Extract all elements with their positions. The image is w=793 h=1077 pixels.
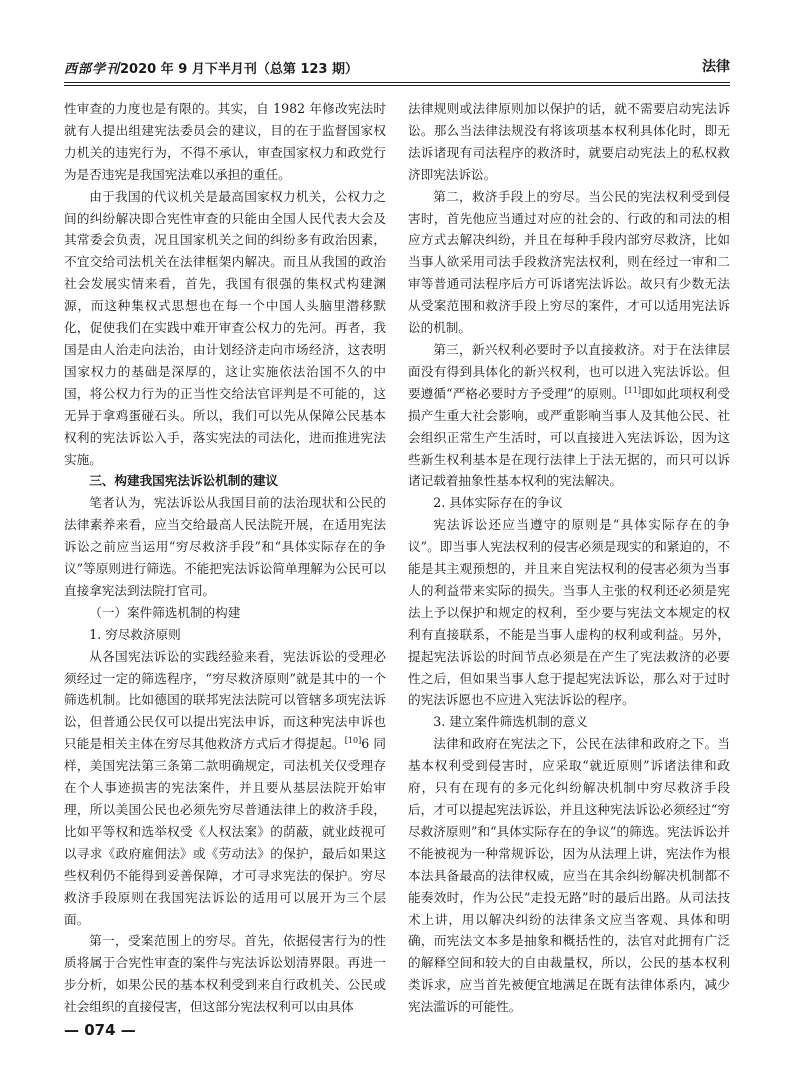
citation: [11] [624,385,641,395]
right-column [408,98,730,1018]
header-rule [64,82,730,83]
paragraph: 第三，新兴权利必要时予以直接救济。对于在法律层面没有得到具体化的新兴权利，也可以进入宪法诉讼。但要遵循“严格必要时方予受理”的原则。[11]即如此项权利受损产生重大社会影响，或严重影响当事人及其他公民、社会组织正常生产生活时，可以直接进入宪法诉讼，因为这些新生权利基本是在现行法律上于法无据的，而只可以诉诸记载着抽象性基本权利的宪法解决。 [408,341,730,489]
citation: [10] [344,736,362,746]
paragraph: 宪法诉讼还应当遵守的原则是“具体实际存在的争议”。即当事人宪法权利的侵害必须是现实的和紧迫的，不能是其主观预想的，并且来自宪法权利的侵害必须为当事人的利益带来实际的损失。当事人主张的权利还必须是宪法上予以保护和规定的权利，至少要与宪法文本规定的权利有直接联系，不能是当事人虚构的权利或利益。另外，提起宪法诉讼的时间节点必须是在产生了宪法救济的必要性之后，但如果当事人怠于提起宪法诉讼，那么对于过时的宪法诉愿也不应进入宪法诉讼的程序。 [408,517,730,708]
journal-info [64,58,358,77]
paragraph: 由于我国的代议机关是最高国家权力机关，公权力之间的纠纷解决即合宪性审查的只能由全国人民代表大会及其常委会负责，况且国家机关之间的纠纷多有政治因素，不宜交给司法机关在法律框架内解决。而且从我国的政治社会发展实情来看，首先，我国有很强的集权式构建渊源，而这种集权式思想也在每一个中国人头脑里潜移默化，促使我们在实践中难开审查公权力的先河。再者，我国是由人治走向法治，由计划经济走向市场经济，这表明国家权力的基础是深厚的，这让实施依法治国不久的中国，将公权力行为的正当性交给法官评判是不可能的，这无异于拿鸡蛋碰石头。所以，我们可以先从保障公民基本权利的宪法诉讼入手，落实宪法的司法化，进而推进宪法实施。 [64,188,386,467]
subsubsection-heading: 2. 具体实际存在的争议 [433,495,563,511]
section-heading: 三、构建我国宪法诉讼机制的建议 [89,473,279,489]
subsection-heading: （一）案件筛选机制的构建 [89,604,241,620]
issue-info: 2020 年 9 月下半月刊（总第 123 期） [120,62,359,77]
left-column [64,98,386,1018]
paragraph: 笔者认为，宪法诉讼从我国目前的法治现状和公民的法律素养来看，应当交给最高人民法院开展，在适用宪法诉讼之前应当运用“穷尽救济手段”和“具体实际存在的争议”等原则进行筛选。不能把宪法诉讼简单理解为公民可以直接拿宪法到法院打官司。 [64,495,386,598]
journal-logo: 西部学刊 [64,62,121,77]
paragraph: 法律和政府在宪法之下，公民在法律和政府之下。当基本权利受到侵害时，应采取“就近原则”诉诸法律和政府，只有在现有的多元化纠纷解决机制中穷尽救济手段后，才可以提起宪法诉讼，并且这种宪法诉讼必须经过“穷尽救济原则”和“具体实际存在的争议”的筛选。宪法诉讼并不能被视为一种常规诉讼，因为从法理上讲，宪法作为根本法具备最高的法律权威，应当在其余纠纷解决机制都不能奏效时，作为公民“走投无路”时的最后出路。从司法技术上讲，用以解决纠纷的法律条文应当客观、具体和明确，而宪法文本多是抽象和概括性的，法官对此拥有广泛的解释空间和较大的自由裁量权，所以，公民的基本权利类诉求，应当首先被便宜地满足在既有法律体系内，减少宪法滥诉的可能性。 [408,736,730,1015]
paragraph: 第二，救济手段上的穷尽。当公民的宪法权利受到侵害时，首先他应当通过对应的社会的、行政的和司法的相应方式去解决纠纷，并且在每种手段内部穷尽救济，比如当事人欲采用司法手段救济宪法权利，则在经过一审和二审等普通司法程序后方可诉诸宪法诉讼。故只有少数无法从受案范围和救济手段上穷尽的案件，才可以适用宪法诉讼的机制。 [408,188,730,336]
running-header [64,56,730,78]
subsubsection-heading: 3. 建立案件筛选机制的意义 [433,714,588,730]
subsubsection-heading: 1. 穷尽救济原则 [89,626,181,642]
paragraph: 第一，受案范围上的穷尽。首先，依据侵害行为的性质将属于合宪性审查的案件与宪法诉讼划清界限。再进一步分析，如果公民的基本权利受到来自行政机关、公民或社会组织的直接侵害，但这部分宪法权利可以由具体 [64,933,386,1015]
paragraph: 法律规则或法律原则加以保护的话，就不需要启动宪法诉讼。那么当法律法规没有将该项基本权利具体化时，即无法诉诸现有司法程序的救济时，就要启动宪法上的私权救济即宪法诉讼。 [408,101,730,182]
section-name: 法律 [702,59,730,75]
page-number: — 074 — [64,1021,136,1039]
paragraph: 性审查的力度也是有限的。其实，自 1982 年修改宪法时就有人提出组建宪法委员会的建议，目的在于监督国家权力机关的违宪行为，不得不承认，审查国家权力和政党行为是否违宪是我国宪法难以承担的重任。 [64,101,386,182]
paragraph: 从各国宪法诉讼的实践经验来看，宪法诉讼的受理必须经过一定的筛选程序，“穷尽救济原则”就是其中的一个筛选机制。比如德国的联邦宪法法院可以管辖多项宪法诉讼，但普通公民仅可以提出宪法申诉，而这种宪法申诉也只能是相关主体在穷尽其他救济方式后才得提起。[10]6 同样，美国宪法第三条第二款明确规定，司法机关仅受理存在个人事迹损害的宪法案件，并且要从基层法院开始审理，所以美国公民也必须先穷尽普通法律上的救济手段，比如平等权和选举权受《人权法案》的荫蔽，就业歧视可以寻求《政府雇佣法》或《劳动法》的保护，最后如果这些权利仍不能得到妥善保障，才可寻求宪法的保护。穷尽救济手段原则在我国宪法诉讼的适用可以展开为三个层面。 [64,648,386,927]
header-rule-thin [64,85,730,86]
